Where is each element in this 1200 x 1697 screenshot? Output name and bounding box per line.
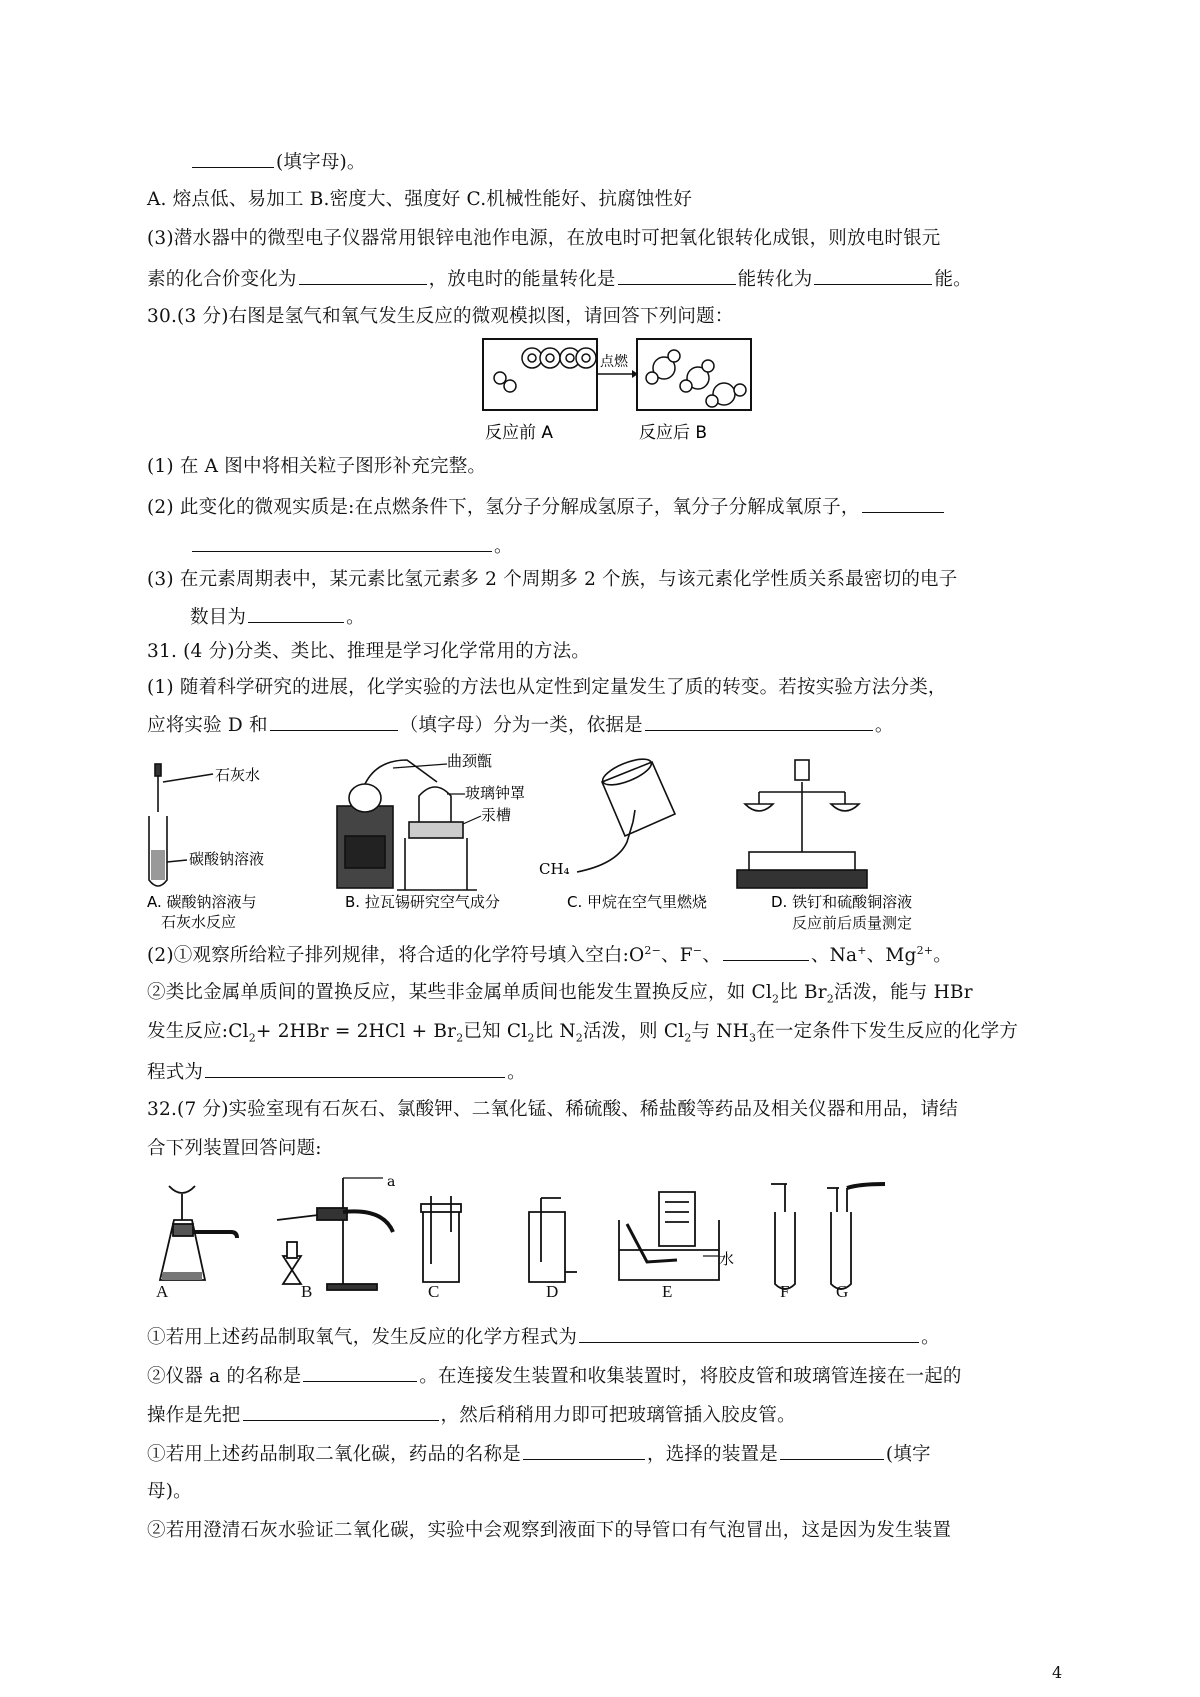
arrow-label: 点燃: [600, 354, 628, 370]
q30-3-line1: (3) 在元素周期表中，某元素比氢元素多 2 个周期多 2 个族，与该元素化学性质关系最密切的电子: [147, 569, 958, 590]
experiment-d: [737, 760, 867, 888]
q31-1-line1: (1) 随着科学研究的进展，化学实验的方法也从定性到定量发生了质的转变。若按实验方法分类，: [147, 677, 947, 698]
q32-instrument-line1: ②仪器 a 的名称是 。在连接发生装置和收集装置时，将胶皮管和玻璃管连接在一起的: [147, 1361, 962, 1391]
apparatus-e: [619, 1192, 719, 1280]
label-mercury-trough: 汞槽: [481, 806, 512, 824]
device-label-g: G: [836, 1282, 849, 1301]
device-label-a: A: [156, 1282, 169, 1301]
label-limewater: 石灰水: [215, 766, 261, 784]
q32-instrument-line2: 操作是先把 ，然后稍稍用力即可把玻璃管插入胶皮管。: [147, 1400, 796, 1430]
q29-2-tail: (填字母)。: [190, 147, 366, 177]
caption-a: A. 碳酸钠溶液与: [147, 893, 257, 911]
answer-blank[interactable]: [248, 602, 344, 623]
apparatus-c: [421, 1196, 461, 1282]
label-retort: 曲颈甑: [447, 752, 493, 770]
q31-2-2-line2: 发生反应$:Cl_2+ 2HBr = 2HCl + Br_2$已知 $Cl_2$比 $N_2$活泼，则 $Cl_2$与 $NH_3$在一定条件下发生反应的化学方: [147, 1021, 1019, 1045]
apparatus-f: [771, 1184, 795, 1289]
q32-co2-line1: ①若用上述药品制取二氧化碳，药品的名称是 ，选择的装置是 (填字: [147, 1439, 931, 1469]
answer-blank[interactable]: [862, 492, 944, 513]
answer-blank[interactable]: [270, 710, 398, 731]
label-a: a: [387, 1174, 396, 1190]
answer-blank[interactable]: [205, 1057, 505, 1078]
caption-after: 反应后 B: [639, 423, 708, 443]
q32-title-line2: 合下列装置回答问题:: [147, 1138, 322, 1159]
device-label-f: F: [780, 1282, 790, 1301]
q32-o2: ①若用上述药品制取氧气，发生反应的化学方程式为 。: [147, 1322, 940, 1352]
device-label-b: B: [301, 1282, 313, 1301]
label-ch4: CH₄: [539, 860, 570, 878]
reaction-diagram: [480, 338, 740, 448]
answer-blank[interactable]: [645, 710, 873, 731]
q30-3-line2: 数目为 。: [190, 602, 365, 632]
apparatus-figure: [147, 1172, 1087, 1307]
device-label-c: C: [428, 1282, 440, 1301]
caption-a-line2: 石灰水反应: [161, 913, 237, 931]
device-label-e: E: [662, 1282, 673, 1301]
q31-2-2-line1: ②类比金属单质间的置换反应，某些非金属单质间也能发生置换反应，如 $Cl_2$比 $Br_2$活泼，能与 HBr: [147, 982, 973, 1006]
q32-title-line1: 32.(7 分)实验室现有石灰石、氯酸钾、二氧化锰、稀硫酸、稀盐酸等药品及相关仪器和用品，请结: [147, 1099, 958, 1120]
answer-blank[interactable]: [299, 264, 427, 285]
caption-b: B. 拉瓦锡研究空气成分: [345, 893, 500, 911]
q31-2-2-line3: 程式为 。: [147, 1057, 526, 1087]
caption-c: C. 甲烷在空气里燃烧: [567, 893, 708, 911]
q29-options: A. 熔点低、易加工 B.密度大、强度好 C.机械性能好、抗腐蚀性好: [147, 189, 693, 210]
answer-blank[interactable]: [723, 940, 809, 961]
experiment-c: [577, 754, 675, 872]
answer-blank[interactable]: [523, 1439, 645, 1460]
answer-blank[interactable]: [780, 1439, 884, 1460]
label-water: 水: [719, 1250, 735, 1268]
caption-d-line2: 反应前后质量测定: [792, 914, 913, 932]
answer-blank[interactable]: [303, 1361, 417, 1382]
answer-blank[interactable]: [192, 147, 274, 168]
q31-title: 31. (4 分)分类、类比、推理是学习化学常用的方法。: [147, 641, 590, 662]
label-bell-jar: 玻璃钟罩: [465, 784, 526, 802]
answer-blank[interactable]: [579, 1322, 919, 1343]
q30-1: (1) 在 A 图中将相关粒子图形补充完整。: [147, 456, 487, 477]
q30-title: 30.(3 分)右图是氢气和氧气发生反应的微观模拟图，请回答下列问题：: [147, 306, 734, 327]
q29-3-line2: 素的化合价变化为 ，放电时的能量转化是 能转化为 能。: [147, 264, 972, 294]
answer-blank[interactable]: [618, 264, 736, 285]
label-sodium-carbonate: 碳酸钠溶液: [189, 850, 265, 868]
answer-blank[interactable]: [192, 531, 492, 552]
page-number: 4: [1052, 1663, 1063, 1682]
q31-2-1: (2)①观察所给粒子排列规律，将合适的化学符号填入空白$:O^{2-}$、F−、 、Na+、$Mg^{2+}$。: [147, 940, 952, 970]
apparatus-b: [277, 1178, 393, 1290]
q30-2-line2: 。: [190, 531, 513, 561]
apparatus-d: [529, 1198, 577, 1282]
answer-blank[interactable]: [243, 1400, 439, 1421]
caption-before: 反应前 A: [485, 423, 554, 443]
answer-blank[interactable]: [814, 264, 932, 285]
molecules-after: [646, 350, 746, 407]
apparatus-g: [827, 1184, 885, 1289]
q32-limewater: ②若用澄清石灰水验证二氧化碳，实验中会观察到液面下的导管口有气泡冒出，这是因为发生装置: [147, 1520, 952, 1541]
molecules-before: [494, 348, 596, 392]
q30-2-line1: (2) 此变化的微观实质是:在点燃条件下，氢分子分解成氢原子，氧分子分解成氧原子，: [147, 492, 946, 522]
experiment-b: [337, 760, 481, 890]
caption-d: D. 铁钉和硫酸铜溶液: [771, 893, 913, 911]
q31-1-line2: 应将实验 D 和 （填字母）分为一类，依据是 。: [147, 710, 894, 740]
apparatus-a: [160, 1186, 237, 1280]
q29-3-line1: (3)潜水器中的微型电子仪器常用银锌电池作电源，在放电时可把氧化银转化成银，则放电时银元: [147, 228, 941, 249]
q32-co2-line2: 母)。: [147, 1481, 192, 1502]
device-label-d: D: [546, 1282, 559, 1301]
